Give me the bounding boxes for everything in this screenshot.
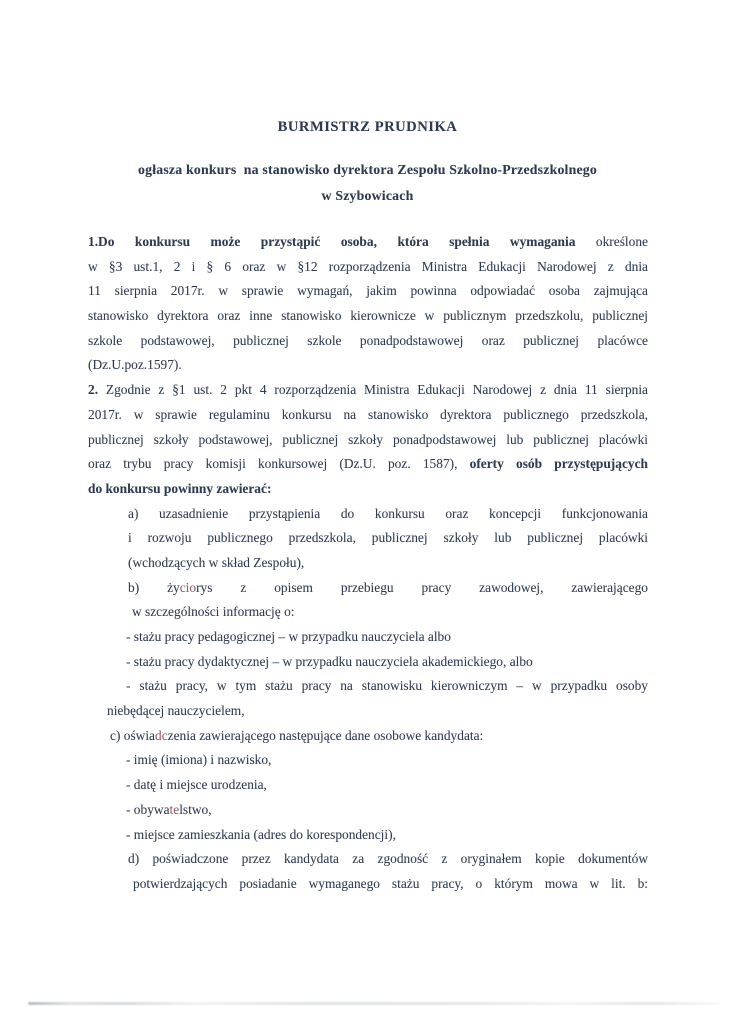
text-segment: oraz trybu pracy komisji konkursowej (Dz.U. poz. 1587), xyxy=(88,456,470,472)
text-segment: - miejsce zamieszkania (adres do korespondencji), xyxy=(126,826,396,842)
document-line xyxy=(88,576,648,601)
document-line xyxy=(88,823,648,848)
document-line xyxy=(88,847,648,872)
bold-text-segment: 2. xyxy=(88,382,99,398)
document-line xyxy=(88,502,648,527)
document-line xyxy=(88,329,648,354)
text-segment: - datę i miejsce urodzenia, xyxy=(126,777,267,793)
text-segment: te xyxy=(169,801,180,817)
scan-artifact-line xyxy=(28,1002,720,1005)
text-segment: cio xyxy=(179,579,197,595)
document-line xyxy=(88,724,648,749)
document-line xyxy=(88,353,648,378)
document-line xyxy=(88,625,648,650)
document-line xyxy=(88,428,648,453)
document-line xyxy=(88,378,648,403)
text-segment: - obywa xyxy=(126,801,170,817)
text-segment: (Dz.U.poz.1597). xyxy=(88,357,182,373)
text-segment: (wchodzących w skład Zespołu), xyxy=(128,554,305,570)
text-segment: publicznej szkoły podstawowej, publicznej szkoły ponadpodstawowej lub publicznej placówki xyxy=(88,431,648,447)
document-line xyxy=(88,748,648,773)
text-segment: lstwo, xyxy=(179,801,212,817)
bold-text-segment: do konkursu powinny zawierać: xyxy=(88,480,272,496)
document-line xyxy=(88,230,648,255)
text-segment: b) ży xyxy=(128,579,180,595)
text-segment: zenia zawierającego następujące dane osobowe kandydata: xyxy=(167,727,484,743)
document-line xyxy=(88,526,648,551)
document-subtitle-line1: ogłasza konkurs na stanowisko dyrektora Zespołu Szkolno-Przedszkolnego xyxy=(138,162,597,177)
document-line xyxy=(88,551,648,576)
document-line xyxy=(88,650,648,675)
document-line xyxy=(88,674,648,699)
document-line xyxy=(88,872,648,897)
document-line xyxy=(88,452,648,477)
bold-text-segment: oferty osób przystępujących xyxy=(469,456,648,472)
document-line xyxy=(88,304,648,329)
bold-text-segment: 1.Do konkursu może przystąpić osoba, która spełnia wymagania xyxy=(88,234,576,249)
text-segment: dc xyxy=(155,727,168,743)
text-segment: szkole podstawowej, publicznej szkole ponadpodstawowej oraz publicznej placówce xyxy=(88,332,648,348)
document-line xyxy=(88,773,648,798)
text-segment: - stażu pracy pedagogicznej – w przypadku nauczyciela albo xyxy=(126,629,451,644)
text-segment: - stażu pracy dydaktycznej – w przypadku nauczyciela akademickiego, albo xyxy=(126,653,533,669)
document-line xyxy=(88,255,648,280)
document-body xyxy=(88,230,648,897)
text-segment: 2017r. w sprawie regulaminu konkursu na stanowisko dyrektora publicznego przedszkola, xyxy=(88,406,648,422)
text-segment: stanowisko dyrektora oraz inne stanowisko kierownicze w publicznym przedszkolu, publicznej xyxy=(88,308,648,324)
text-segment: w szczególności informację o: xyxy=(132,604,295,620)
text-segment: Zgodnie z §1 ust. 2 pkt 4 rozporządzenia Ministra Edukacji Narodowej z dnia 11 sierpnia xyxy=(98,382,648,398)
text-segment: d) poświadczone przez kandydata za zgodność z oryginałem kopie dokumentów xyxy=(128,851,648,867)
text-segment: w §3 ust.1, 2 i § 6 oraz w §12 rozporządzenia Ministra Edukacji Narodowej z dnia xyxy=(88,258,648,274)
text-segment: a) uzasadnienie przystąpienia do konkursu oraz koncepcji funkcjonowania xyxy=(128,505,648,521)
text-segment: niebędącej nauczycielem, xyxy=(107,703,245,719)
document-line xyxy=(88,477,648,502)
text-segment: - imię (imiona) i nazwisko, xyxy=(126,752,272,768)
document-line xyxy=(88,279,648,304)
text-segment: potwierdzających posiadanie wymaganego stażu pracy, o którym mowa w lit. b: xyxy=(133,875,648,891)
text-segment: i rozwoju publicznego przedszkola, publicznej szkoły lub publicznej placówki xyxy=(128,530,648,546)
document-line xyxy=(88,403,648,428)
document-title: BURMISTRZ PRUDNIKA xyxy=(277,119,458,135)
document-line xyxy=(88,699,648,724)
text-segment: rys z opisem przebiegu pracy zawodowej, zawierającego xyxy=(196,579,648,595)
text-segment: - stażu pracy, w tym stażu pracy na stanowisku kierowniczym – w przypadku osoby xyxy=(126,678,648,694)
text-segment: c) oświa xyxy=(110,727,155,743)
document-line xyxy=(88,600,648,625)
document-line xyxy=(88,798,648,823)
text-segment: określone xyxy=(575,234,648,249)
document-subtitle-line2: w Szybowicach xyxy=(321,188,414,203)
text-segment: 11 sierpnia 2017r. w sprawie wymagań, jakim powinna odpowiadać osoba zajmująca xyxy=(88,283,648,299)
